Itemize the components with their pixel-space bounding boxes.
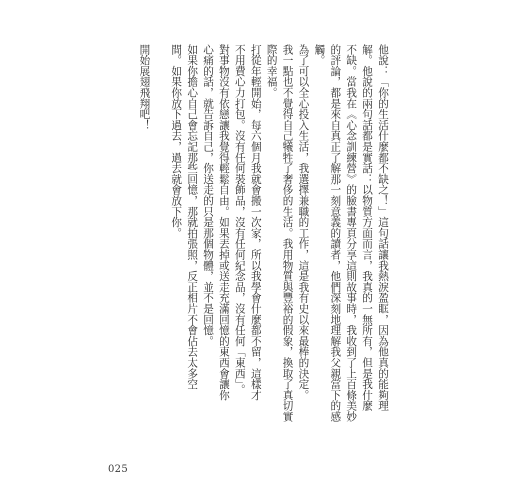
- text-column: 打從年輕開始，每六個月我就會搬一次家，所以我學會什麼都不留，這樣才: [249, 44, 262, 401]
- text-column: 他說：「你的生活什麼都不缺之！」這句話讓我熱淚盈眶，因為他真的能夠理: [377, 44, 389, 412]
- text-column: 際的幸福。: [265, 44, 278, 98]
- text-column: 為了可以全心投入生活，我選擇兼職的工作，這是我有史以來最棒的決定。: [297, 44, 310, 401]
- blank-column: [151, 44, 167, 454]
- text-column: 不用費心力打包。沒有任何裝飾品，沒有任何紀念品，沒有任何「東西」。: [233, 44, 246, 396]
- page-number: 025: [108, 464, 128, 475]
- text-column: 間。如果你放下過去，過去就會放下你。: [170, 44, 183, 239]
- text-column: 觸。: [313, 44, 326, 66]
- text-column: 心痛的話，就告訴自己，你送走的只是那個物體，並不是回憶。: [202, 44, 215, 347]
- text-column: 開始展翅飛翔吧！: [138, 44, 151, 131]
- text-column: 我一點也不覺得自己犧牲了奢侈的生活。我用物質與豐裕的假象，換取了真切實: [281, 44, 294, 422]
- text-column: 的評論，都是來自真正了解那一刻意義的讀者，他們深刻地理解我父親當下的感: [329, 44, 342, 422]
- vertical-text-body: [136, 44, 391, 454]
- text-column: 如果你擔心自己會忘記那些回憶，那就拍張照，反正相片不會佔去太多空: [186, 44, 199, 390]
- text-column: 不缺。當我在《心念訓練營》的臉書專頁分享這則故事時，我收到了上百條美妙: [345, 44, 358, 422]
- text-column: 解。他說的兩句話都是實話：以物質方面而言，我真的一無所有，但是我什麼: [361, 44, 374, 412]
- text-column: 對事物沒有依戀讓我覺得輕鬆自由。如果丟掉或送走充滿回憶的東西會讓你: [217, 44, 230, 401]
